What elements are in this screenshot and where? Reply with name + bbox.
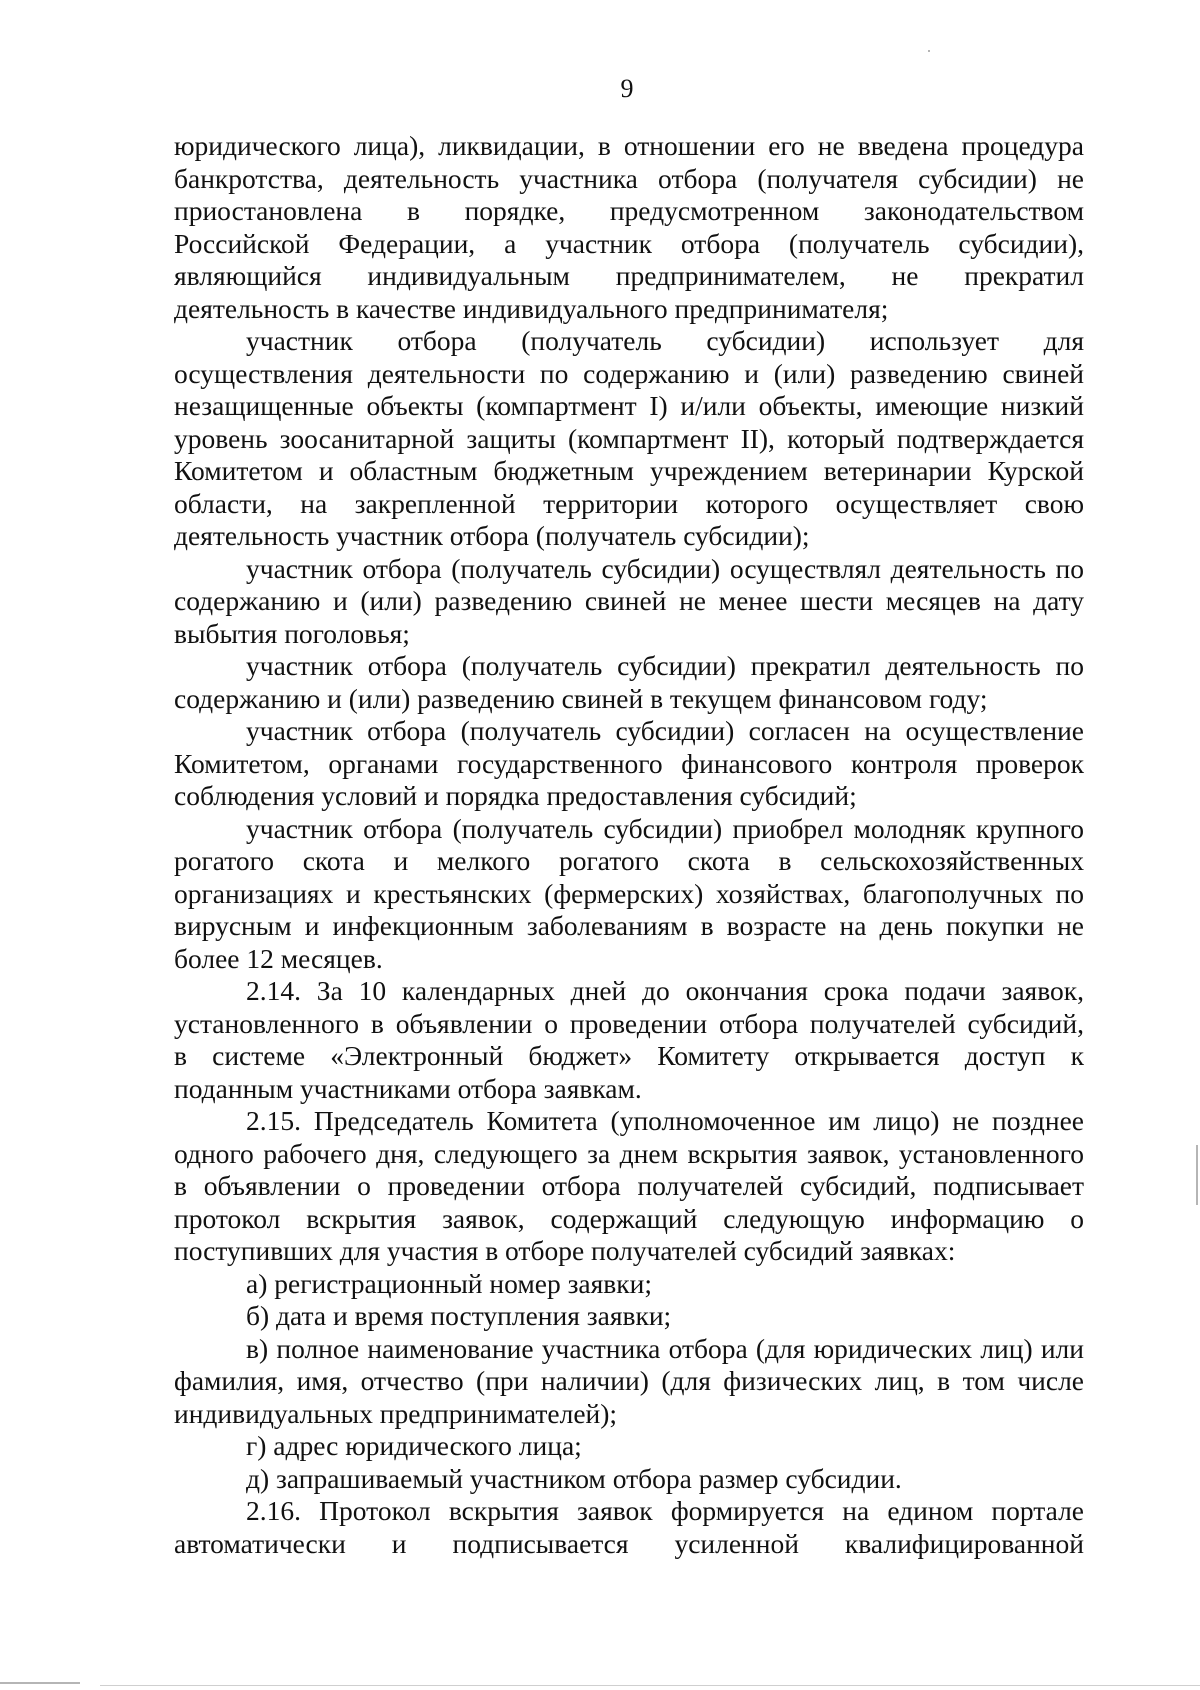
text-line: участник отбора (получатель субсидии) согласен на осуществление: [246, 715, 1084, 746]
text-line: соблюдения условий и порядка предоставления субсидий;: [174, 780, 857, 811]
text-line: содержанию и (или) разведению свиней в текущем финансовом году;: [174, 682, 988, 714]
text-line: участник отбора (получатель субсидии) приобрел молодняк крупного: [246, 812, 1084, 844]
text-line: 2.15. Председатель Комитета (уполномоченное им лицо) не позднее: [246, 1105, 1084, 1136]
paragraph: [174, 975, 1084, 1105]
paragraph: [174, 325, 1084, 553]
text-line: Комитетом, органами государственного финансового контроля проверок: [174, 747, 1084, 779]
text-line: деятельность в качестве индивидуального предпринимателя;: [174, 292, 889, 324]
paragraph: [174, 553, 1084, 651]
paragraph: [174, 1463, 1084, 1496]
text-line: участник отбора (получатель субсидии) осуществлял деятельность по: [246, 552, 1084, 584]
paragraph: [174, 1495, 1084, 1560]
paragraph: [174, 715, 1084, 813]
text-line: Комитетом и областным бюджетным учреждением ветеринарии Курской: [174, 455, 1084, 486]
text-line: области, на закрепленной территории которого осуществляет свою: [174, 487, 1084, 519]
text-line: 2.14. За 10 календарных дней до окончания срока подачи заявок,: [246, 975, 1084, 1006]
text-line: деятельность участник отбора (получатель субсидии);: [174, 520, 810, 551]
text-line: содержанию и (или) разведению свиней не менее шести месяцев на дату: [174, 585, 1084, 616]
text-line: фамилия, имя, отчество (при наличии) (для физических лиц, в том числе: [174, 1365, 1084, 1396]
text-line: участник отбора (получатель субсидии) прекратил деятельность по: [246, 650, 1084, 681]
text-line: приостановлена в порядке, предусмотренном законодательством: [174, 195, 1084, 226]
scan-artifact: [0, 1682, 80, 1684]
text-line: протокол вскрытия заявок, содержащий следующую информацию о: [174, 1202, 1084, 1234]
text-line: осуществления деятельности по содержанию и (или) разведению свиней: [174, 357, 1084, 389]
paragraph: [174, 650, 1084, 715]
paragraph: [174, 1430, 1084, 1463]
text-line: 2.16. Протокол вскрытия заявок формируется на едином портале: [246, 1495, 1084, 1526]
text-line: более 12 месяцев.: [174, 942, 383, 974]
text-line: юридического лица), ликвидации, в отношении его не введена процедура: [174, 130, 1084, 161]
text-line: установленного в объявлении о проведении отбора получателей субсидий,: [174, 1007, 1084, 1039]
text-line: участник отбора (получатель субсидии) использует для: [246, 325, 1084, 356]
text-line: автоматически и подписывается усиленной квалифицированной: [174, 1527, 1084, 1559]
text-line: выбытия поголовья;: [174, 617, 410, 649]
text-line: д) запрашиваемый участником отбора размер субсидии.: [246, 1462, 902, 1494]
text-line: Российской Федерации, а участник отбора (получатель субсидии),: [174, 227, 1084, 259]
paragraph: [174, 130, 1084, 325]
document-body: [174, 130, 1084, 1560]
text-line: являющийся индивидуальным предпринимателем, не прекратил: [174, 260, 1084, 291]
text-line: вирусным и инфекционным заболеваниям в возрасте на день покупки не: [174, 910, 1084, 941]
text-line: одного рабочего дня, следующего за днем вскрытия заявок, установленного: [174, 1137, 1084, 1169]
text-line: организациях и крестьянских (фермерских) хозяйствах, благополучных по: [174, 877, 1084, 909]
paragraph: [174, 1105, 1084, 1268]
text-line: б) дата и время поступления заявки;: [246, 1300, 672, 1331]
scan-artifact: [1196, 1145, 1198, 1205]
text-line: а) регистрационный номер заявки;: [246, 1267, 652, 1299]
page-number: 9: [620, 74, 634, 103]
text-line: банкротства, деятельность участника отбора (получателя субсидии) не: [174, 162, 1084, 194]
text-line: индивидуальных предпринимателей);: [174, 1397, 618, 1429]
text-line: незащищенные объекты (компартмент I) и/или объекты, имеющие низкий: [174, 390, 1084, 421]
paragraph: [174, 1300, 1084, 1333]
text-line: уровень зоосанитарной защиты (компартмент II), который подтверждается: [174, 422, 1084, 454]
paragraph: [174, 813, 1084, 976]
text-line: в объявлении о проведении отбора получателей субсидий, подписывает: [174, 1170, 1084, 1201]
text-line: в системе «Электронный бюджет» Комитету открывается доступ к: [174, 1040, 1084, 1071]
scan-artifact: [100, 1685, 1200, 1686]
text-line: г) адрес юридического лица;: [246, 1430, 582, 1461]
paragraph: [174, 1268, 1084, 1301]
scan-artifact: [928, 50, 930, 52]
text-line: рогатого скота и мелкого рогатого скота в сельскохозяйственных: [174, 845, 1084, 876]
paragraph: [174, 1333, 1084, 1431]
text-line: в) полное наименование участника отбора (для юридических лиц) или: [246, 1332, 1084, 1364]
text-line: поданным участниками отбора заявкам.: [174, 1072, 642, 1104]
text-line: поступивших для участия в отборе получателей субсидий заявках:: [174, 1235, 956, 1266]
